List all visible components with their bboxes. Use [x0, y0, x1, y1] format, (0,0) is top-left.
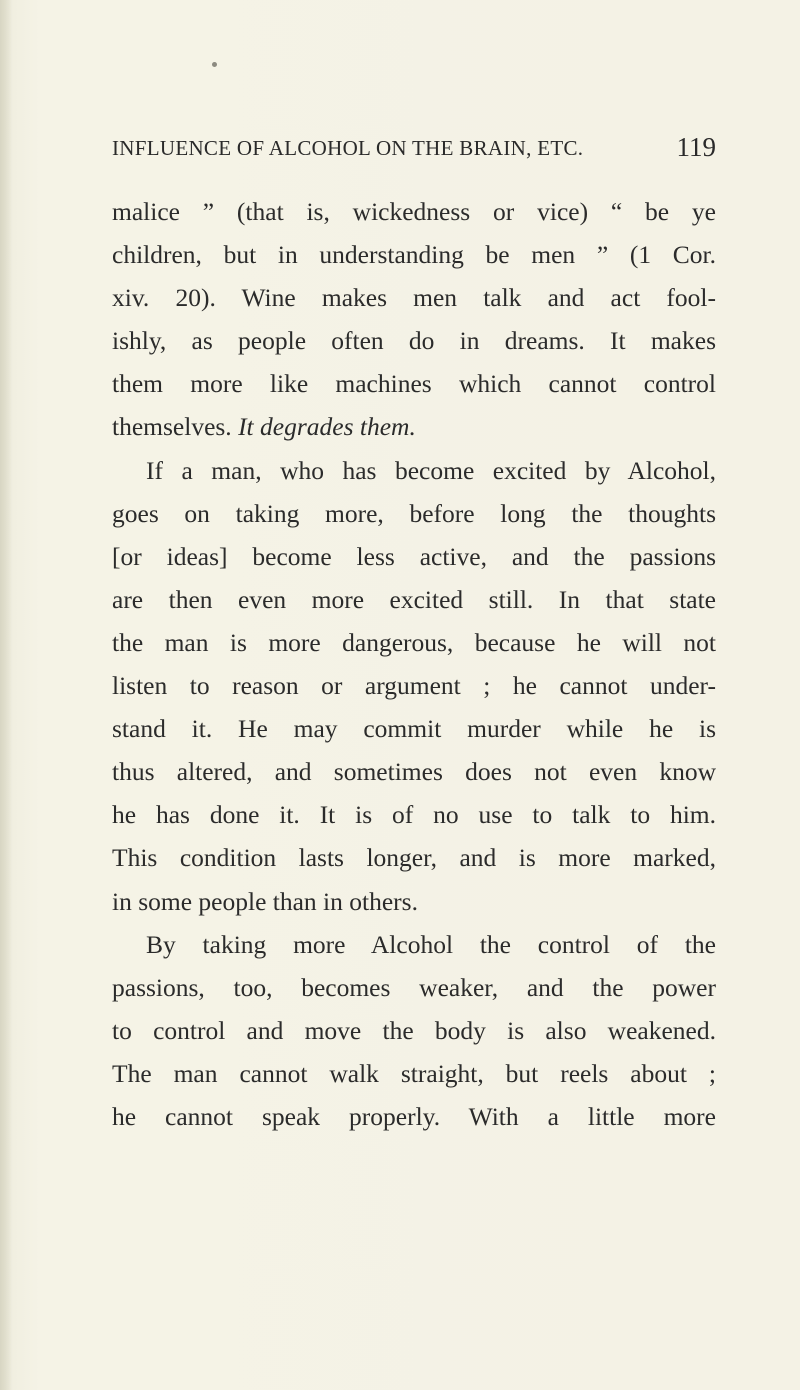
paragraph-end-line: in some people than in others. — [112, 886, 418, 916]
text-line: to control and move the body is also weakened. — [112, 1015, 716, 1045]
text-line: stand it. He may commit murder while he is — [112, 714, 716, 744]
text-line: he has done it. It is of no use to talk to him. — [112, 800, 716, 830]
text-line: xiv. 20). Wine makes men talk and act fool- — [112, 283, 716, 313]
body-text — [112, 190, 716, 1138]
text-line: The man cannot walk straight, but reels about ; — [112, 1058, 716, 1088]
page-gutter-shadow — [0, 0, 12, 1390]
text-line: malice ” (that is, wickedness or vice) “ be ye — [112, 197, 716, 226]
paragraph-first-line: By taking more Alcohol the control of the — [146, 929, 716, 959]
text-line: are then even more excited still. In that state — [112, 584, 716, 614]
text-line: ishly, as people often do in dreams. It makes — [112, 326, 716, 356]
text-line: passions, too, becomes weaker, and the power — [112, 972, 716, 1002]
text-line: children, but in understanding be men ” (1 Cor. — [112, 240, 716, 270]
paragraph-end-line — [112, 405, 716, 448]
text-line: listen to reason or argument ; he cannot under- — [112, 671, 716, 701]
paper-speck — [212, 62, 217, 67]
text-line: This condition lasts longer, and is more marked, — [112, 843, 716, 873]
paragraph-first-line: If a man, who has become excited by Alcohol, — [146, 455, 716, 485]
text-line: the man is more dangerous, because he will not — [112, 627, 716, 657]
text-line: goes on taking more, before long the thoughts — [112, 498, 716, 528]
running-title: INFLUENCE OF ALCOHOL ON THE BRAIN, ETC. — [112, 136, 584, 160]
text-line: he cannot speak properly. With a little more — [112, 1101, 716, 1131]
text-line: thus altered, and sometimes does not even know — [112, 757, 716, 787]
text-segment: themselves. — [112, 412, 232, 442]
italic-emphasis: It degrades them. — [238, 412, 416, 442]
text-line: them more like machines which cannot control — [112, 369, 716, 399]
text-line: [or ideas] become less active, and the passions — [112, 541, 716, 571]
page-number: 119 — [676, 132, 716, 162]
running-head — [112, 132, 716, 168]
